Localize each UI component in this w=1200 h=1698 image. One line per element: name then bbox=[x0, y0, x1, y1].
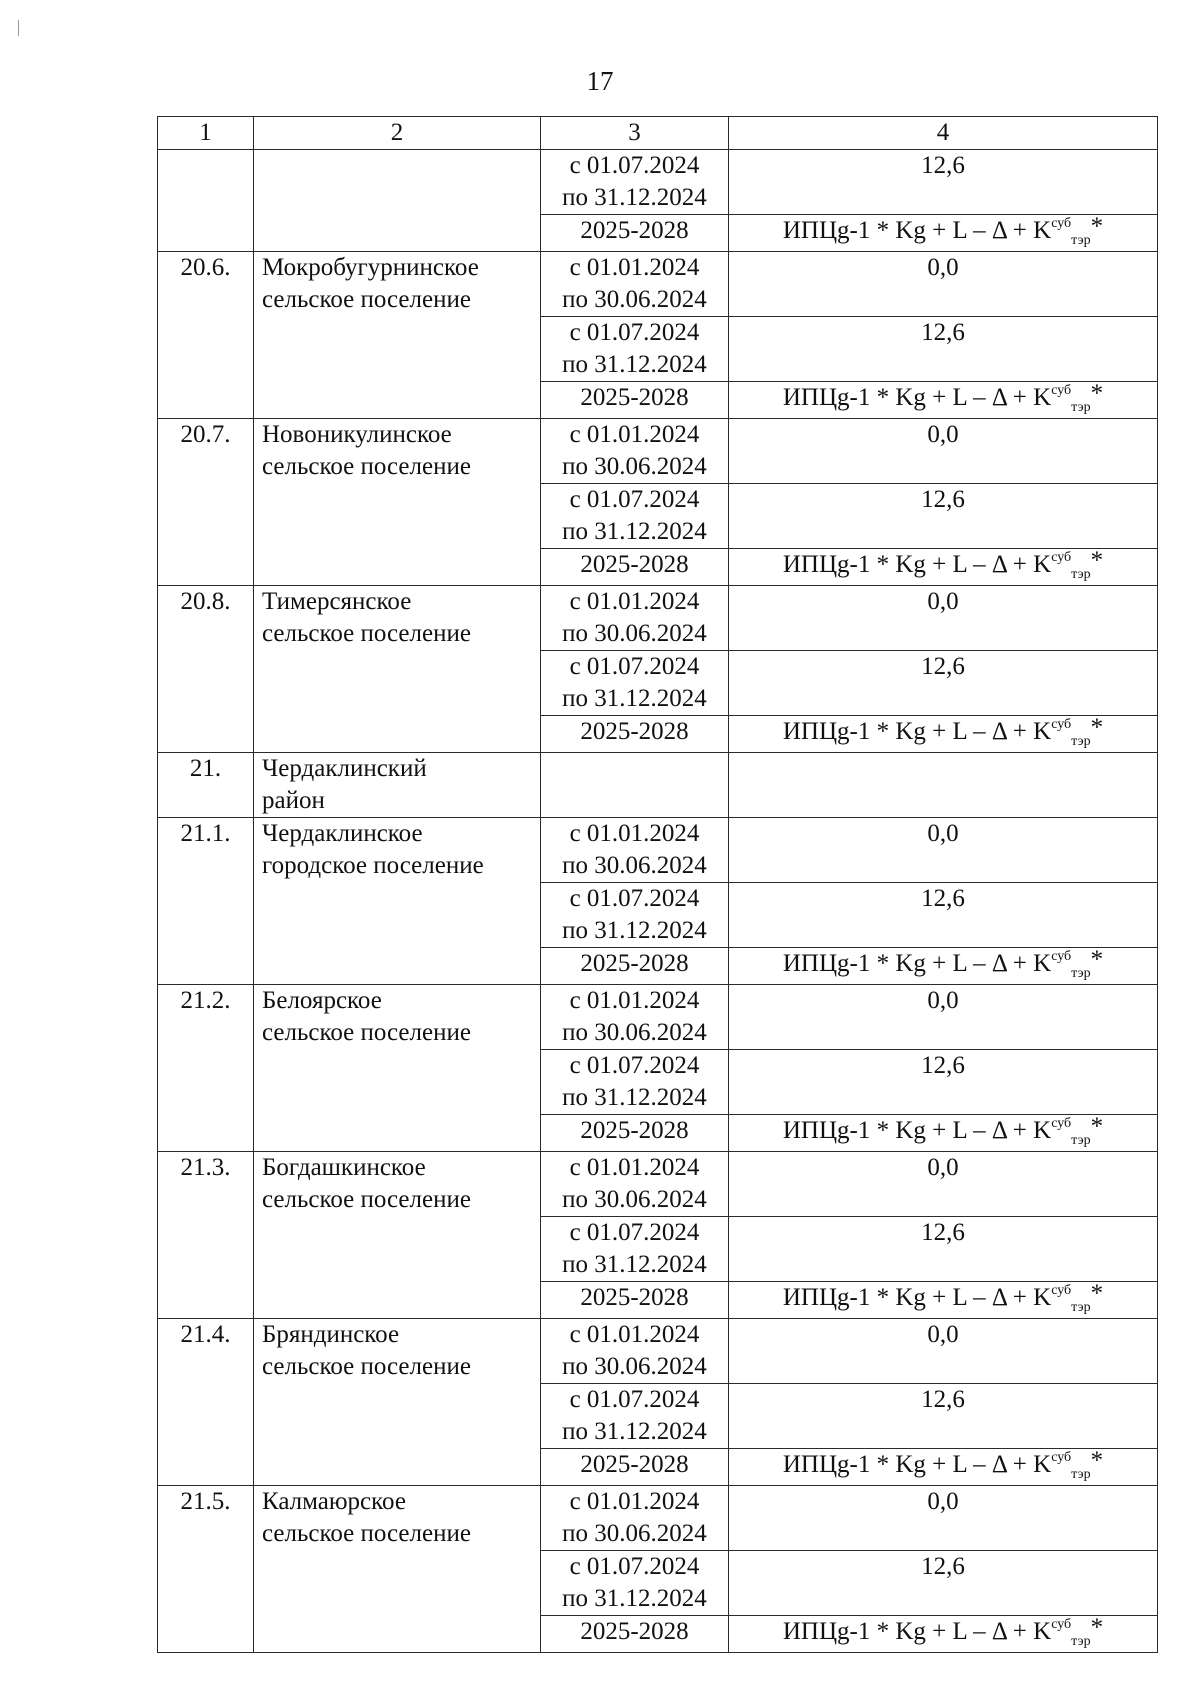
formula-main: ИПЦg-1 * Kg + L – Δ + K bbox=[782, 384, 1052, 411]
settlement-name: Тимерсянское сельское поселение bbox=[254, 586, 541, 753]
rate-value-cell: 0,0 bbox=[729, 586, 1158, 651]
formula-superscript: суб bbox=[1051, 1617, 1072, 1632]
table-row bbox=[158, 252, 1158, 317]
page-number: 17 bbox=[586, 66, 614, 96]
item-number: 21.4. bbox=[158, 1319, 254, 1486]
formula-asterisk: * bbox=[1090, 380, 1104, 407]
period-cell: 2025-2028 bbox=[541, 215, 729, 252]
settlement-name: Новоникулинское сельское поселение bbox=[254, 419, 541, 586]
rate-value-cell: 0,0 bbox=[729, 1152, 1158, 1217]
rate-value-cell bbox=[729, 1282, 1158, 1319]
item-number bbox=[158, 150, 254, 252]
period-cell: 2025-2028 bbox=[541, 1449, 729, 1486]
period-cell: с 01.07.2024 по 31.12.2024 bbox=[541, 883, 729, 948]
period-cell: с 01.01.2024 по 30.06.2024 bbox=[541, 985, 729, 1050]
settlement-name: Чердаклинское городское поселение bbox=[254, 818, 541, 985]
settlement-name: Чердаклинский район bbox=[254, 753, 541, 818]
period-cell: 2025-2028 bbox=[541, 549, 729, 586]
table-row bbox=[158, 985, 1158, 1050]
rate-value-cell: 12,6 bbox=[729, 150, 1158, 215]
period-cell: с 01.07.2024 по 31.12.2024 bbox=[541, 1217, 729, 1282]
formula-main: ИПЦg-1 * Kg + L – Δ + K bbox=[782, 217, 1052, 244]
period-cell: с 01.07.2024 по 31.12.2024 bbox=[541, 484, 729, 549]
period-cell: 2025-2028 bbox=[541, 1282, 729, 1319]
formula-superscript: суб bbox=[1051, 216, 1072, 231]
index-formula bbox=[782, 714, 1104, 749]
formula-subscript: тэр bbox=[1071, 1300, 1091, 1315]
formula-main: ИПЦg-1 * Kg + L – Δ + K bbox=[782, 1284, 1052, 1311]
period-cell: с 01.01.2024 по 30.06.2024 bbox=[541, 818, 729, 883]
period-cell: 2025-2028 bbox=[541, 1616, 729, 1653]
formula-main: ИПЦg-1 * Kg + L – Δ + K bbox=[782, 1618, 1052, 1645]
formula-asterisk: * bbox=[1090, 1113, 1104, 1140]
rate-value-cell bbox=[729, 1616, 1158, 1653]
rate-value-cell bbox=[729, 549, 1158, 586]
index-formula bbox=[782, 1113, 1104, 1148]
period-cell: с 01.07.2024 по 31.12.2024 bbox=[541, 1551, 729, 1616]
rate-value-cell: 0,0 bbox=[729, 252, 1158, 317]
index-formula bbox=[782, 380, 1104, 415]
period-cell: с 01.07.2024 по 31.12.2024 bbox=[541, 317, 729, 382]
rate-value-cell: 0,0 bbox=[729, 419, 1158, 484]
formula-superscript: суб bbox=[1051, 550, 1072, 565]
rate-value-cell bbox=[729, 215, 1158, 252]
period-cell: с 01.07.2024 по 31.12.2024 bbox=[541, 1050, 729, 1115]
tariff-table bbox=[157, 116, 1158, 1653]
table-row bbox=[158, 1486, 1158, 1551]
period-cell: с 01.07.2024 по 31.12.2024 bbox=[541, 651, 729, 716]
table-row bbox=[158, 419, 1158, 484]
period-cell bbox=[541, 753, 729, 818]
settlement-name bbox=[254, 150, 541, 252]
rate-value-cell bbox=[729, 753, 1158, 818]
period-cell: с 01.01.2024 по 30.06.2024 bbox=[541, 1486, 729, 1551]
rate-value-cell: 0,0 bbox=[729, 985, 1158, 1050]
formula-subscript: тэр bbox=[1071, 734, 1091, 749]
formula-superscript: суб bbox=[1051, 717, 1072, 732]
item-number: 21.5. bbox=[158, 1486, 254, 1653]
formula-superscript: суб bbox=[1051, 1450, 1072, 1465]
table-body bbox=[158, 117, 1158, 1653]
formula-asterisk: * bbox=[1090, 1614, 1104, 1641]
period-cell: 2025-2028 bbox=[541, 948, 729, 985]
settlement-name: Мокробугурнинское сельское поселение bbox=[254, 252, 541, 419]
period-cell: с 01.01.2024 по 30.06.2024 bbox=[541, 1152, 729, 1217]
rate-value-cell bbox=[729, 948, 1158, 985]
index-formula bbox=[782, 213, 1104, 248]
period-cell: 2025-2028 bbox=[541, 716, 729, 753]
item-number: 21. bbox=[158, 753, 254, 818]
formula-subscript: тэр bbox=[1071, 1634, 1091, 1649]
table-row bbox=[158, 1152, 1158, 1217]
table-row bbox=[158, 1319, 1158, 1384]
item-number: 20.6. bbox=[158, 252, 254, 419]
rate-value-cell: 12,6 bbox=[729, 1384, 1158, 1449]
period-cell: с 01.01.2024 по 30.06.2024 bbox=[541, 419, 729, 484]
rate-value-cell: 0,0 bbox=[729, 1486, 1158, 1551]
settlement-name: Белоярское сельское поселение bbox=[254, 985, 541, 1152]
formula-main: ИПЦg-1 * Kg + L – Δ + K bbox=[782, 1117, 1052, 1144]
rate-value-cell: 12,6 bbox=[729, 651, 1158, 716]
header-cell-3: 3 bbox=[541, 117, 729, 150]
item-number: 21.2. bbox=[158, 985, 254, 1152]
rate-value-cell: 12,6 bbox=[729, 484, 1158, 549]
index-formula bbox=[782, 1280, 1104, 1315]
formula-subscript: тэр bbox=[1071, 1467, 1091, 1482]
settlement-name: Богдашкинское сельское поселение bbox=[254, 1152, 541, 1319]
settlement-name: Бряндинское сельское поселение bbox=[254, 1319, 541, 1486]
period-cell: с 01.07.2024 по 31.12.2024 bbox=[541, 150, 729, 215]
rate-value-cell bbox=[729, 1449, 1158, 1486]
period-cell: с 01.01.2024 по 30.06.2024 bbox=[541, 586, 729, 651]
rate-value-cell: 12,6 bbox=[729, 1217, 1158, 1282]
period-cell: 2025-2028 bbox=[541, 382, 729, 419]
rate-value-cell: 12,6 bbox=[729, 317, 1158, 382]
table-row bbox=[158, 753, 1158, 818]
formula-asterisk: * bbox=[1090, 1447, 1104, 1474]
formula-superscript: суб bbox=[1051, 1283, 1072, 1298]
index-formula bbox=[782, 1614, 1104, 1649]
rate-value-cell bbox=[729, 716, 1158, 753]
item-number: 21.1. bbox=[158, 818, 254, 985]
index-formula bbox=[782, 946, 1104, 981]
period-cell: с 01.07.2024 по 31.12.2024 bbox=[541, 1384, 729, 1449]
item-number: 20.7. bbox=[158, 419, 254, 586]
formula-asterisk: * bbox=[1090, 547, 1104, 574]
formula-subscript: тэр bbox=[1071, 966, 1091, 981]
rate-value-cell bbox=[729, 382, 1158, 419]
formula-subscript: тэр bbox=[1071, 233, 1091, 248]
formula-subscript: тэр bbox=[1071, 1133, 1091, 1148]
formula-asterisk: * bbox=[1090, 213, 1104, 240]
table-row bbox=[158, 586, 1158, 651]
rate-value-cell: 0,0 bbox=[729, 1319, 1158, 1384]
rate-value-cell: 0,0 bbox=[729, 818, 1158, 883]
formula-subscript: тэр bbox=[1071, 567, 1091, 582]
header-cell-2: 2 bbox=[254, 117, 541, 150]
formula-main: ИПЦg-1 * Kg + L – Δ + K bbox=[782, 718, 1052, 745]
formula-subscript: тэр bbox=[1071, 400, 1091, 415]
scan-margin-mark bbox=[18, 20, 19, 36]
header-cell-4: 4 bbox=[729, 117, 1158, 150]
rate-value-cell bbox=[729, 1115, 1158, 1152]
rate-value-cell: 12,6 bbox=[729, 1551, 1158, 1616]
period-cell: с 01.01.2024 по 30.06.2024 bbox=[541, 252, 729, 317]
formula-asterisk: * bbox=[1090, 1280, 1104, 1307]
formula-main: ИПЦg-1 * Kg + L – Δ + K bbox=[782, 551, 1052, 578]
rate-value-cell: 12,6 bbox=[729, 1050, 1158, 1115]
index-formula bbox=[782, 547, 1104, 582]
item-number: 20.8. bbox=[158, 586, 254, 753]
index-formula bbox=[782, 1447, 1104, 1482]
formula-superscript: суб bbox=[1051, 383, 1072, 398]
table-row bbox=[158, 818, 1158, 883]
table-row bbox=[158, 150, 1158, 215]
table-header-row bbox=[158, 117, 1158, 150]
formula-asterisk: * bbox=[1090, 946, 1104, 973]
formula-superscript: суб bbox=[1051, 1116, 1072, 1131]
settlement-name: Калмаюрское сельское поселение bbox=[254, 1486, 541, 1653]
period-cell: с 01.01.2024 по 30.06.2024 bbox=[541, 1319, 729, 1384]
rate-value-cell: 12,6 bbox=[729, 883, 1158, 948]
formula-asterisk: * bbox=[1090, 714, 1104, 741]
period-cell: 2025-2028 bbox=[541, 1115, 729, 1152]
item-number: 21.3. bbox=[158, 1152, 254, 1319]
formula-main: ИПЦg-1 * Kg + L – Δ + K bbox=[782, 1451, 1052, 1478]
formula-superscript: суб bbox=[1051, 949, 1072, 964]
header-cell-1: 1 bbox=[158, 117, 254, 150]
formula-main: ИПЦg-1 * Kg + L – Δ + K bbox=[782, 950, 1052, 977]
